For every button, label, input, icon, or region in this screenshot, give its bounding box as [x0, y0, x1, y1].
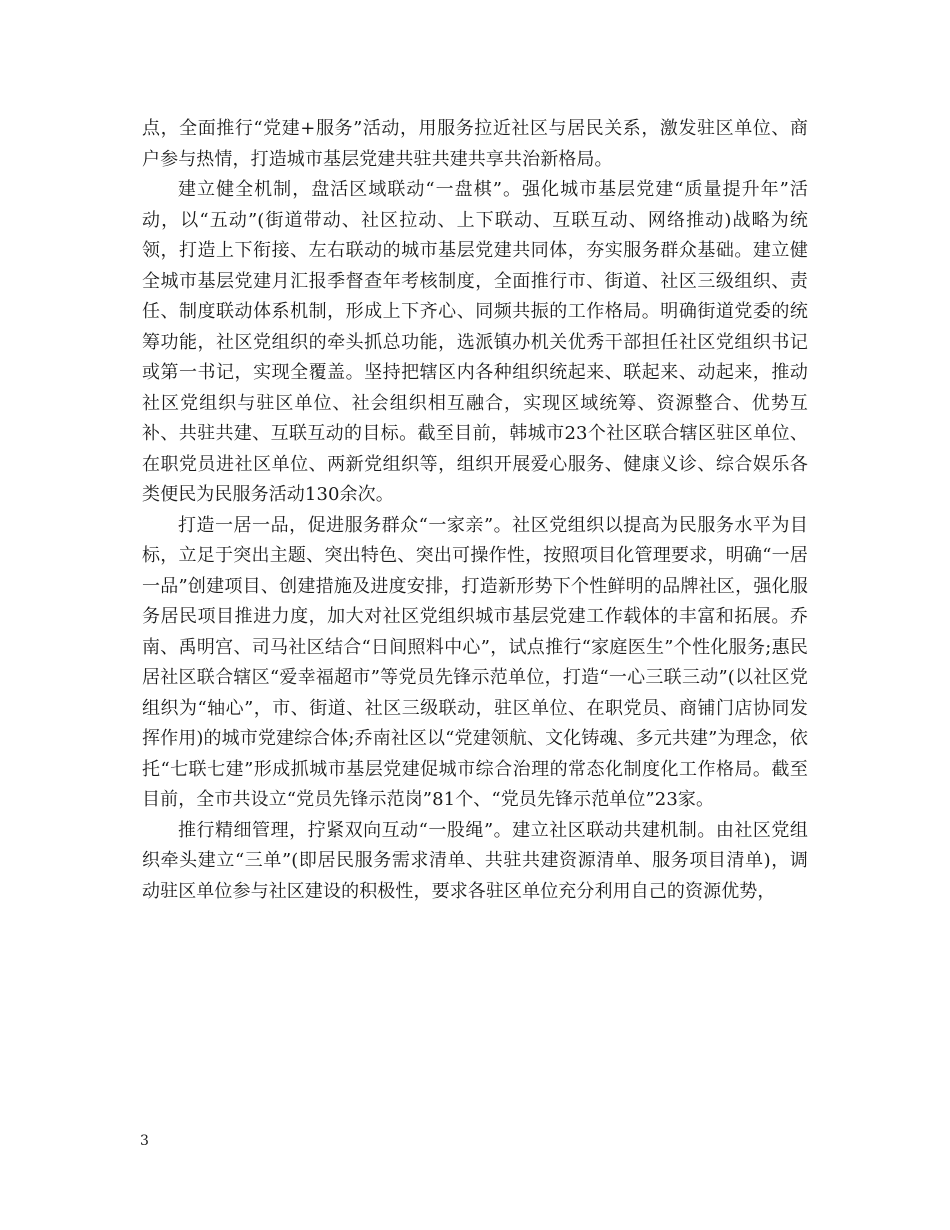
page-number: 3 — [140, 1133, 149, 1149]
paragraph-brand-community: 打造一居一品，促进服务群众“一家亲”。社区党组织以提高为民服务水平为目标，立足于突出主题、突出特色、突出可操作性，按照项目化管理要求，明确“一居一品”创建项目、创建措施及进度安排，打造新形势下个性鲜明的品牌社区，强化服务居民项目推进力度，加大对社区党组织城市基层党建工作载体的丰富和拓展。乔南、禹明宫、司马社区结合“日间照料中心”，试点推行“家庭医生”个性化服务;惠民居社区联合辖区“爱幸福超市”等党员先锋示范单位，打造“一心三联三动”(以社区党组织为“轴心”，市、街道、社区三级联动，驻区单位、在职党员、商铺门店协同发挥作用)的城市党建综合体;乔南社区以“党建领航、文化铸魂、多元共建”为理念，依托“七联七建”形成抓城市基层党建促城市综合治理的常态化制度化工作格局。截至目前，全市共设立“党员先锋示范岗”81个、“党员先锋示范单位”23家。 — [142, 514, 808, 810]
paragraph-continuation: 点，全面推行“党建+服务”活动，用服务拉近社区与居民关系，激发驻区单位、商户参与热情，打造城市基层党建共驻共建共享共治新格局。 — [142, 118, 808, 170]
paragraph-fine-management: 推行精细管理，拧紧双向互动“一股绳”。建立社区联动共建机制。由社区党组织牵头建立“三单”(即居民服务需求清单、共驻共建资源清单、服务项目清单)，调动驻区单位参与社区建设的积极性，要求各驻区单位充分利用自己的资源优势， — [142, 819, 808, 902]
paragraph-mechanism: 建立健全机制，盘活区域联动“一盘棋”。强化城市基层党建“质量提升年”活动，以“五动”(街道带动、社区拉动、上下联动、互联互动、网络推动)战略为统领，打造上下衔接、左右联动的城市基层党建共同体，夯实服务群众基础。建立健全城市基层党建月汇报季督查年考核制度，全面推行市、街道、社区三级组织、责任、制度联动体系机制，形成上下齐心、同频共振的工作格局。明确街道党委的统筹功能，社区党组织的牵头抓总功能，选派镇办机关优秀干部担任社区党组织书记或第一书记，实现全覆盖。坚持把辖区内各种组织统起来、联起来、动起来，推动社区党组织与驻区单位、社会组织相互融合，实现区域统筹、资源整合、优势互补、共驻共建、互联互动的目标。截至目前，韩城市23个社区联合辖区驻区单位、在职党员进社区单位、两新党组织等，组织开展爱心服务、健康义诊、综合娱乐各类便民为民服务活动130余次。 — [142, 179, 808, 505]
document-body — [142, 114, 808, 907]
